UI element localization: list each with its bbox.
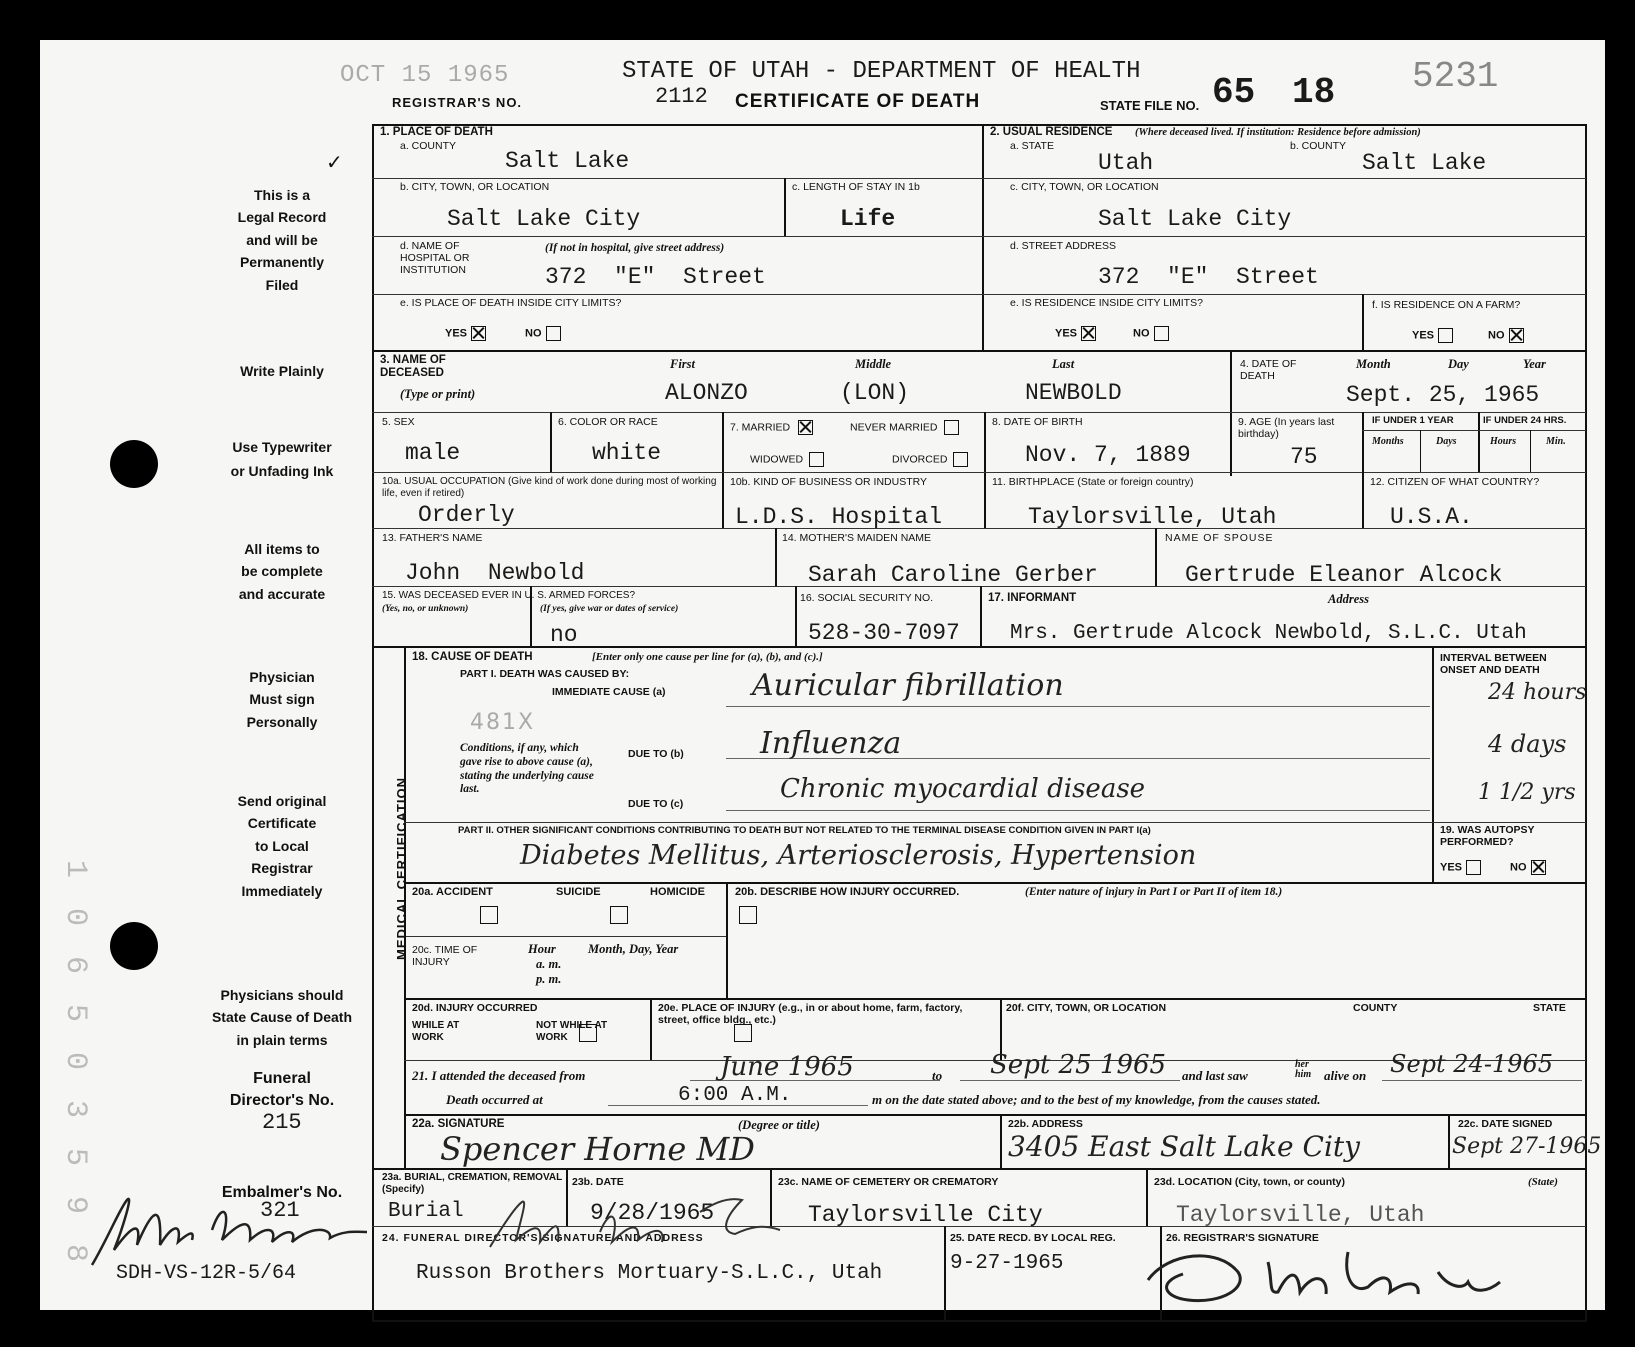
form-number: SDH-VS-12R-5/64 <box>116 1262 297 1285</box>
rule <box>550 412 552 472</box>
immediate-cause: Auricular fibrillation <box>752 668 1064 703</box>
no-label: NO <box>1488 329 1505 342</box>
death-city: Salt Lake City <box>447 206 641 232</box>
registrar-number: 2112 <box>655 84 708 109</box>
date-received-label: 25. DATE RECD. BY LOCAL REG. <box>950 1232 1116 1244</box>
hour-label: Hour <box>528 942 556 956</box>
am-label: a. m. <box>536 957 562 971</box>
rule <box>372 124 374 1322</box>
year-label: Year <box>1523 357 1546 371</box>
while-at-work-label: WHILE AT WORK <box>412 1020 460 1043</box>
yes-label: YES <box>445 327 468 340</box>
rule <box>1448 1114 1450 1168</box>
registrar-no-label: REGISTRAR'S NO. <box>392 95 523 110</box>
yes-label: YES <box>1412 329 1435 342</box>
father-name: John Newbold <box>405 560 585 586</box>
cause-plain-note: Physicians should State Cause of Death in plain terms <box>211 987 353 1048</box>
last-name: NEWBOLD <box>1025 380 1122 406</box>
month-day-year-label: Month, Day, Year <box>588 942 679 956</box>
rule <box>1420 430 1421 472</box>
physician-sign-note: Physician Must sign Personally <box>246 669 318 730</box>
residence-inside-yes[interactable] <box>1055 326 1096 341</box>
suicide-label: SUICIDE <box>556 886 601 898</box>
minutes-label: Min. <box>1546 436 1566 447</box>
hospital-label: d. NAME OF HOSPITAL OR INSTITUTION <box>400 240 470 277</box>
rule <box>1530 430 1531 472</box>
deceased-name-label: 3. NAME OF DECEASED <box>380 354 446 380</box>
death-occurred-statement: m on the date stated above; and to the best of my knowledge, from the causes stated. <box>872 1092 1321 1107</box>
ssn-label: 16. SOCIAL SECURITY NO. <box>800 592 934 604</box>
place-of-injury-label: 20e. PLACE OF INJURY (e.g., in or about home, farm, factory, street, office bldg., etc.) <box>658 1002 963 1027</box>
cause-note: [Enter only one cause per line for (a), (b), and (c).] <box>592 651 823 663</box>
embalmer-signature <box>82 1170 372 1280</box>
age: 75 <box>1290 444 1318 470</box>
rule <box>404 882 1586 884</box>
rule <box>404 1114 1586 1116</box>
length-of-stay-label: c. LENGTH OF STAY IN 1b <box>792 181 920 193</box>
checkbox[interactable] <box>546 326 561 341</box>
date-of-death: Sept. 25, 1965 <box>1346 382 1540 408</box>
under-24-hours-label: IF UNDER 24 HRS. <box>1483 415 1567 426</box>
interval-a: 24 hours <box>1488 680 1587 705</box>
part-one-label: PART I. DEATH WAS CAUSED BY: <box>460 668 630 680</box>
sex: male <box>405 440 461 466</box>
last-name-label: Last <box>1052 357 1075 371</box>
birthplace: Taylorsville, Utah <box>1028 504 1277 530</box>
race: white <box>592 440 662 466</box>
residence-city-label: c. CITY, TOWN, OR LOCATION <box>1010 181 1159 193</box>
cause-due-to-b: Influenza <box>760 726 902 761</box>
middle-name: (LON) <box>840 380 910 406</box>
state-file-district: 18 <box>1292 72 1336 113</box>
autopsy-label: 19. WAS AUTOPSY PERFORMED? <box>1440 824 1535 849</box>
residence-note: (Where deceased lived. If institution: Residence before admission) <box>1135 127 1421 138</box>
spouse-label: NAME OF SPOUSE <box>1165 532 1274 544</box>
checkbox-checked[interactable] <box>471 326 486 341</box>
signature-label: 22a. SIGNATURE <box>412 1118 505 1130</box>
date-of-birth: Nov. 7, 1889 <box>1025 442 1191 468</box>
cause-code: 481X <box>470 710 536 735</box>
death-occurred-label: Death occurred at <box>446 1092 543 1107</box>
part-two-conditions: Diabetes Mellitus, Arteriosclerosis, Hypertension <box>520 840 1197 871</box>
widowed-label: WIDOWED <box>750 453 804 466</box>
rule <box>944 1226 946 1320</box>
checkbox[interactable] <box>953 452 968 467</box>
rule <box>984 412 986 528</box>
rule <box>1146 1168 1148 1226</box>
rule <box>960 1080 1180 1081</box>
burial-date-label: 23b. DATE <box>572 1176 624 1188</box>
rule <box>372 236 1586 237</box>
suicide-checkbox[interactable] <box>610 906 628 924</box>
injury-county-label: COUNTY <box>1353 1002 1398 1014</box>
rule <box>1362 294 1364 350</box>
checkbox[interactable] <box>1438 328 1453 343</box>
hospital-note: (If not in hospital, give street address) <box>545 242 725 254</box>
days-label: Days <box>1436 436 1457 447</box>
attended-label: 21. I attended the deceased from <box>412 1068 586 1083</box>
yes-label: YES <box>1055 327 1078 340</box>
alive-on-label: alive on <box>1324 1068 1367 1083</box>
send-original-note: Send original Certificate to Local Registrar Immediately <box>237 793 327 899</box>
residence-county: Salt Lake <box>1362 150 1487 176</box>
rule <box>726 810 1430 811</box>
informant-address-label: Address <box>1328 592 1369 606</box>
rule <box>372 1168 1586 1170</box>
sex-label: 5. SEX <box>382 416 415 428</box>
checkbox[interactable] <box>809 452 824 467</box>
complete-note: All items to be complete and accurate <box>238 541 326 602</box>
rule <box>726 882 728 998</box>
microfilm-serial: 1 0 6 5 0 3 5 9 8 <box>58 860 92 1269</box>
age-label: 9. AGE (In years last birthday) <box>1238 416 1335 441</box>
death-inside-yes[interactable] <box>445 326 486 341</box>
rule <box>372 1320 1586 1322</box>
never-married-label: NEVER MARRIED <box>850 421 938 434</box>
farm-no[interactable] <box>1488 328 1524 343</box>
first-name-label: First <box>670 357 696 371</box>
rule <box>784 178 786 236</box>
typewriter-note: Use Typewriter or Unfading Ink <box>230 439 334 479</box>
rule <box>980 586 982 646</box>
citizen-label: 12. CITIZEN OF WHAT COUNTRY? <box>1370 476 1540 488</box>
rule <box>1478 412 1480 472</box>
rule <box>372 472 1586 473</box>
cause-due-to-c: Chronic myocardial disease <box>780 774 1146 804</box>
place-of-death-section: 1. PLACE OF DEATH <box>380 126 493 138</box>
autopsy-yes[interactable] <box>1440 860 1481 875</box>
checkbox-checked[interactable] <box>1509 328 1524 343</box>
deceased-name-note: (Type or print) <box>400 387 476 401</box>
date-of-death-label: 4. DATE OF DEATH <box>1240 358 1297 383</box>
received-stamp: OCT 15 1965 <box>340 62 510 89</box>
month-label: Month <box>1356 357 1391 371</box>
date-received: 9-27-1965 <box>950 1252 1064 1275</box>
physician-address-label: 22b. ADDRESS <box>1008 1118 1083 1130</box>
rule <box>1000 1114 1002 1168</box>
no-label: NO <box>1510 861 1527 874</box>
conditions-note: Conditions, if any, which gave rise to above cause (a), stating the underlying cause last. <box>460 742 594 796</box>
homicide-label: HOMICIDE <box>650 886 705 898</box>
cemetery-label: 23c. NAME OF CEMETERY OR CREMATORY <box>778 1176 999 1188</box>
armed-forces-service-note: (If yes, give war or dates of service) <box>540 604 679 614</box>
funeral-director-signature <box>480 1172 820 1262</box>
immediate-cause-label: IMMEDIATE CAUSE (a) <box>552 686 666 698</box>
rule <box>372 294 1586 295</box>
part-two-label: PART II. OTHER SIGNIFICANT CONDITIONS CONTRIBUTING TO DEATH BUT NOT RELATED TO THE TERMINAL DISEASE CONDITION GIVEN IN PART I(a) <box>458 825 1151 836</box>
death-county: Salt Lake <box>505 148 630 174</box>
hours-label: Hours <box>1490 436 1517 447</box>
funeral-director: Russon Brothers Mortuary-S.L.C., Utah <box>416 1262 883 1285</box>
burial-label: 23a. BURIAL, CREMATION, REMOVAL (Specify) <box>382 1172 563 1195</box>
accident-checkbox[interactable] <box>480 906 498 924</box>
punch-hole <box>110 922 158 970</box>
alive-on-date: Sept 24-1965 <box>1390 1050 1554 1078</box>
form-title-state: STATE OF UTAH - DEPARTMENT OF HEALTH <box>622 58 1141 85</box>
rule <box>1362 430 1586 431</box>
checkbox-checked[interactable] <box>1081 326 1096 341</box>
rule <box>982 124 984 350</box>
rule <box>1230 350 1232 476</box>
rule <box>650 998 652 1060</box>
citizen: U.S.A. <box>1390 504 1473 530</box>
usual-residence-section: 2. USUAL RESIDENCE <box>990 126 1113 138</box>
divorced-label: DIVORCED <box>892 453 948 466</box>
length-of-stay: Life <box>840 206 896 232</box>
death-city-label: b. CITY, TOWN, OR LOCATION <box>400 181 550 193</box>
rule <box>1155 528 1157 586</box>
rule <box>404 998 1586 1000</box>
rule <box>404 936 726 937</box>
rule <box>372 350 1586 352</box>
attended-to: Sept 25 1965 <box>990 1050 1167 1080</box>
spouse-name: Gertrude Eleanor Alcock <box>1185 562 1503 588</box>
due-to-c-label: DUE TO (c) <box>628 798 684 810</box>
checkbox[interactable] <box>1466 860 1481 875</box>
interval-c: 1 1/2 yrs <box>1478 780 1576 805</box>
residence-county-label: b. COUNTY <box>1290 140 1347 152</box>
farm-label: f. IS RESIDENCE ON A FARM? <box>1372 299 1521 311</box>
death-county-label: a. COUNTY <box>400 140 457 152</box>
mother-maiden-name: Sarah Caroline Gerber <box>808 562 1098 588</box>
armed-forces-note: (Yes, no, or unknown) <box>382 604 469 614</box>
funeral-director-no-label: Funeral Director's No. <box>229 1070 335 1110</box>
months-label: Months <box>1372 436 1404 447</box>
rule <box>1362 472 1364 528</box>
to-label: to <box>932 1068 943 1083</box>
residence-state-label: a. STATE <box>1010 140 1054 152</box>
first-name: ALONZO <box>665 380 748 406</box>
pm-label: p. m. <box>536 972 562 986</box>
rule <box>775 528 777 586</box>
residence-state: Utah <box>1098 150 1154 176</box>
injury-description-note: (Enter nature of injury in Part I or Part II of item 18.) <box>1025 886 1283 898</box>
no-label: NO <box>1133 327 1150 340</box>
last-saw-label: and last saw <box>1182 1068 1248 1083</box>
burial-date: 9/28/1965 <box>590 1200 715 1226</box>
farm-yes[interactable] <box>1412 328 1453 343</box>
death-time: 6:00 A.M. <box>678 1084 792 1107</box>
cemetery: Taylorsville City <box>808 1202 1043 1228</box>
state-file-label: STATE FILE NO. <box>1100 98 1200 113</box>
injury-city-label: 20f. CITY, TOWN, OR LOCATION <box>1006 1002 1167 1014</box>
time-of-injury-label: 20c. TIME OF INJURY <box>412 944 478 969</box>
rule <box>372 412 1586 413</box>
not-while-at-work-label: NOT WHILE AT WORK <box>536 1020 608 1043</box>
registrar-signature-label: 26. REGISTRAR'S SIGNATURE <box>1166 1232 1319 1244</box>
interval-b: 4 days <box>1488 730 1567 758</box>
rule <box>1362 412 1364 472</box>
medical-certification-label: MEDICAL CERTIFICATION <box>394 776 409 960</box>
hospital-address: 372 "E" Street <box>545 264 766 290</box>
date-signed: Sept 27-1965 <box>1452 1134 1602 1159</box>
occupation: Orderly <box>418 502 515 528</box>
burial-location-label: 23d. LOCATION (City, town, or county) <box>1154 1176 1345 1188</box>
punch-hole <box>110 440 158 488</box>
burial-location: Taylorsville, Utah <box>1176 1202 1425 1228</box>
date-signed-label: 22c. DATE SIGNED <box>1458 1118 1553 1130</box>
yes-label: YES <box>1440 861 1463 874</box>
residence-street: 372 "E" Street <box>1098 264 1319 290</box>
physician-address: 3405 East Salt Lake City <box>1008 1130 1360 1163</box>
embalmer-no-label: Embalmer's No. <box>221 1184 343 1201</box>
rule <box>1432 646 1434 882</box>
widowed-option[interactable] <box>750 452 824 467</box>
occupation-label: 10a. USUAL OCCUPATION (Give kind of work done during most of working life, even if retired) <box>382 476 717 499</box>
rule <box>722 412 724 528</box>
under-one-year-label: IF UNDER 1 YEAR <box>1372 415 1454 426</box>
checkbox-checked[interactable] <box>798 420 813 435</box>
rule <box>372 178 1586 179</box>
married-label: 7. MARRIED <box>730 421 791 434</box>
social-security-number: 528-30-7097 <box>808 620 960 646</box>
degree-title-label: (Degree or title) <box>738 1118 820 1132</box>
checkbox[interactable] <box>944 420 959 435</box>
autopsy-no[interactable] <box>1510 860 1546 875</box>
her-him-label: her him <box>1295 1059 1312 1080</box>
never-married-option[interactable] <box>850 420 959 435</box>
check-mark-icon: ✓ <box>326 152 343 174</box>
business-label: 10b. KIND OF BUSINESS OR INDUSTRY <box>730 476 928 488</box>
married-option[interactable] <box>730 420 813 435</box>
injury-description-label: 20b. DESCRIBE HOW INJURY OCCURRED. <box>735 886 960 898</box>
informant: Mrs. Gertrude Alcock Newbold, S.L.C. Utah <box>1010 622 1527 645</box>
funeral-director-no: 215 <box>262 1110 302 1135</box>
cause-of-death-label: 18. CAUSE OF DEATH <box>412 651 533 663</box>
injury-occurred-label: 20d. INJURY OCCURRED <box>412 1002 538 1014</box>
rule <box>404 822 1586 823</box>
rule <box>1382 1080 1582 1081</box>
legal-record-note: This is a Legal Record and will be Permanently Filed <box>237 187 327 293</box>
state-file-serial: 5231 <box>1412 56 1499 97</box>
physician-signature: Spencer Horne MD <box>440 1130 755 1168</box>
rule <box>726 706 1430 707</box>
injury-state-label: STATE <box>1533 1002 1566 1014</box>
rule <box>795 586 797 646</box>
burial-state-label: (State) <box>1528 1176 1558 1188</box>
form-title: CERTIFICATE OF DEATH <box>735 91 981 112</box>
residence-street-label: d. STREET ADDRESS <box>1010 240 1117 252</box>
day-label: Day <box>1448 357 1469 371</box>
middle-name-label: Middle <box>855 357 892 371</box>
armed-forces: no <box>550 622 578 648</box>
due-to-b-label: DUE TO (b) <box>628 748 684 760</box>
birthplace-label: 11. BIRTHPLACE (State or foreign country) <box>992 476 1194 488</box>
residence-inside-no[interactable] <box>1133 326 1169 341</box>
no-label: NO <box>525 327 542 340</box>
business: L.D.S. Hospital <box>735 504 943 530</box>
funeral-director-label: 24. FUNERAL DIRECTOR'S SIGNATURE AND ADDRESS <box>382 1232 704 1244</box>
disposition: Burial <box>388 1200 464 1223</box>
death-inside-city-label: e. IS PLACE OF DEATH INSIDE CITY LIMITS? <box>400 297 622 309</box>
death-inside-no[interactable] <box>525 326 561 341</box>
divorced-option[interactable] <box>892 452 968 467</box>
father-label: 13. FATHER'S NAME <box>382 532 483 544</box>
not-while-at-work-checkbox[interactable] <box>734 1024 752 1042</box>
attended-from: June 1965 <box>720 1052 854 1082</box>
race-label: 6. COLOR OR RACE <box>558 416 658 428</box>
state-file-year: 65 <box>1212 72 1256 113</box>
armed-forces-label: 15. WAS DECEASED EVER IN U. S. ARMED FORCES? <box>382 590 636 601</box>
embalmer-no: 321 <box>260 1198 300 1223</box>
mother-label: 14. MOTHER'S MAIDEN NAME <box>782 532 932 544</box>
homicide-checkbox[interactable] <box>739 906 757 924</box>
registrar-signature <box>1128 1232 1528 1312</box>
rule <box>372 124 1586 126</box>
write-plainly-note: Write Plainly <box>240 363 324 379</box>
checkbox[interactable] <box>1154 326 1169 341</box>
dob-label: 8. DATE OF BIRTH <box>992 416 1083 428</box>
accident-label: 20a. ACCIDENT <box>412 886 493 898</box>
residence-city: Salt Lake City <box>1098 206 1292 232</box>
checkbox-checked[interactable] <box>1531 860 1546 875</box>
informant-label: 17. INFORMANT <box>988 592 1077 604</box>
residence-inside-city-label: e. IS RESIDENCE INSIDE CITY LIMITS? <box>1010 297 1203 309</box>
interval-label: INTERVAL BETWEEN ONSET AND DEATH <box>1440 652 1547 677</box>
